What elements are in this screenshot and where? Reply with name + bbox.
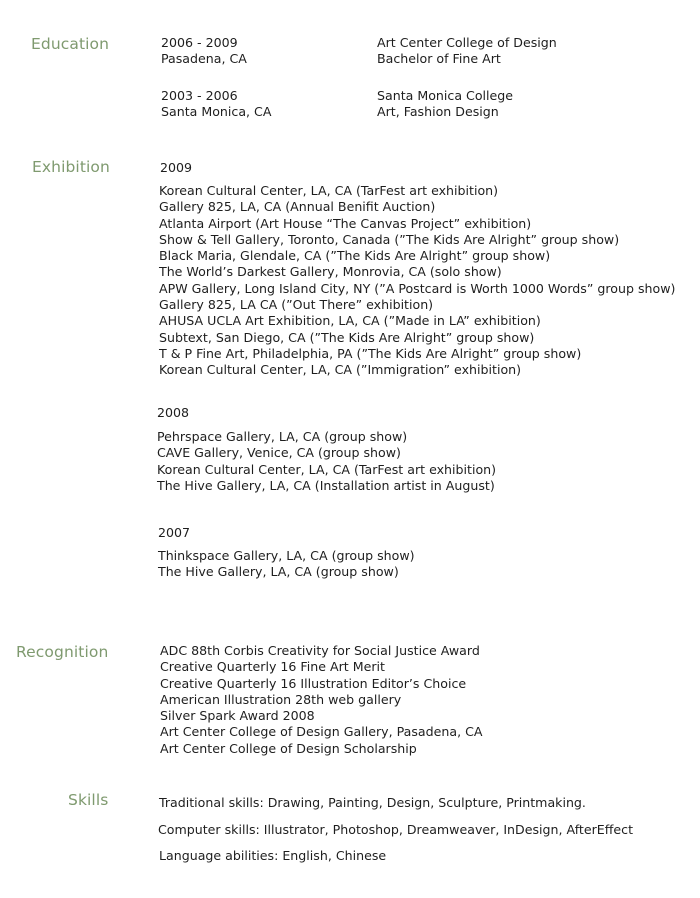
education-place: Santa Monica, CA: [161, 104, 272, 120]
section-heading-education: Education: [31, 35, 110, 53]
exhibition-item: The Hive Gallery, LA, CA (group show): [158, 564, 399, 580]
exhibition-item: T & P Fine Art, Philadelphia, PA (”The Kids Are Alright” group show): [159, 345, 582, 361]
exhibition-item: Gallery 825, LA, CA (Annual Benifit Auction): [159, 199, 436, 215]
education-degree: Art, Fashion Design: [377, 104, 499, 120]
education-entry-2-school: [377, 88, 513, 121]
exhibition-item: Thinkspace Gallery, LA, CA (group show): [158, 548, 415, 563]
exhibition-item: Black Maria, Glendale, CA (”The Kids Are Alright” group show): [159, 248, 551, 264]
education-entry-2-dates: [161, 88, 271, 121]
section-heading-skills: Skills: [68, 791, 109, 809]
recognition-item: Art Center College of Design Gallery, Pasadena, CA: [160, 724, 483, 740]
education-school: Santa Monica College: [377, 88, 514, 103]
exhibition-item: Pehrspace Gallery, LA, CA (group show): [157, 429, 408, 444]
exhibition-list-2009: [159, 183, 675, 379]
section-heading-recognition: Recognition: [16, 643, 109, 661]
education-years: 2003 - 2006: [161, 88, 238, 103]
exhibition-item: Korean Cultural Center, LA, CA (”Immigration” exhibition): [159, 362, 522, 378]
recognition-item: Creative Quarterly 16 Fine Art Merit: [160, 659, 385, 675]
exhibition-year-2008: 2008: [157, 405, 190, 420]
education-entry-1-dates: [161, 35, 247, 68]
skills-language: Language abilities: English, Chinese: [159, 848, 387, 863]
section-heading-exhibition: Exhibition: [32, 158, 110, 176]
recognition-list: [160, 643, 482, 757]
exhibition-item: Atlanta Airport (Art House “The Canvas Project” exhibition): [159, 215, 532, 231]
exhibition-year-2009: 2009: [160, 160, 193, 175]
exhibition-item: Korean Cultural Center, LA, CA (TarFest art exhibition): [159, 183, 499, 198]
exhibition-list-2007: [158, 548, 415, 581]
recognition-item: ADC 88th Corbis Creativity for Social Justice Award: [160, 643, 480, 658]
recognition-item: Creative Quarterly 16 Illustration Editor’s Choice: [160, 675, 467, 691]
exhibition-list-2008: [157, 429, 496, 494]
skills-computer: Computer skills: Illustrator, Photoshop, Dreamweaver, InDesign, AfterEffect: [158, 822, 634, 837]
exhibition-item: The Hive Gallery, LA, CA (Installation artist in August): [157, 477, 495, 493]
education-degree: Bachelor of Fine Art: [377, 51, 501, 67]
exhibition-item: The World’s Darkest Gallery, Monrovia, CA (solo show): [159, 264, 502, 280]
exhibition-item: Korean Cultural Center, LA, CA (TarFest art exhibition): [157, 461, 497, 477]
education-school: Art Center College of Design: [377, 35, 557, 50]
exhibition-item: Gallery 825, LA CA (”Out There” exhibition): [159, 297, 434, 313]
exhibition-year-2007: 2007: [158, 525, 191, 540]
education-entry-1-school: [377, 35, 557, 68]
recognition-item: American Illustration 28th web gallery: [160, 691, 402, 707]
recognition-item: Art Center College of Design Scholarship: [160, 740, 417, 756]
skills-traditional: Traditional skills: Drawing, Painting, Design, Sculpture, Printmaking.: [159, 795, 586, 810]
recognition-item: Silver Spark Award 2008: [160, 708, 315, 724]
education-place: Pasadena, CA: [161, 51, 247, 67]
exhibition-item: CAVE Gallery, Venice, CA (group show): [157, 445, 401, 461]
exhibition-item: Show & Tell Gallery, Toronto, Canada (”The Kids Are Alright” group show): [159, 231, 620, 247]
education-years: 2006 - 2009: [161, 35, 238, 50]
exhibition-item: Subtext, San Diego, CA (”The Kids Are Alright” group show): [159, 329, 535, 345]
exhibition-item: AHUSA UCLA Art Exhibition, LA, CA (”Made in LA” exhibition): [159, 313, 541, 329]
exhibition-item: APW Gallery, Long Island City, NY (”A Postcard is Worth 1000 Words” group show): [159, 280, 676, 296]
